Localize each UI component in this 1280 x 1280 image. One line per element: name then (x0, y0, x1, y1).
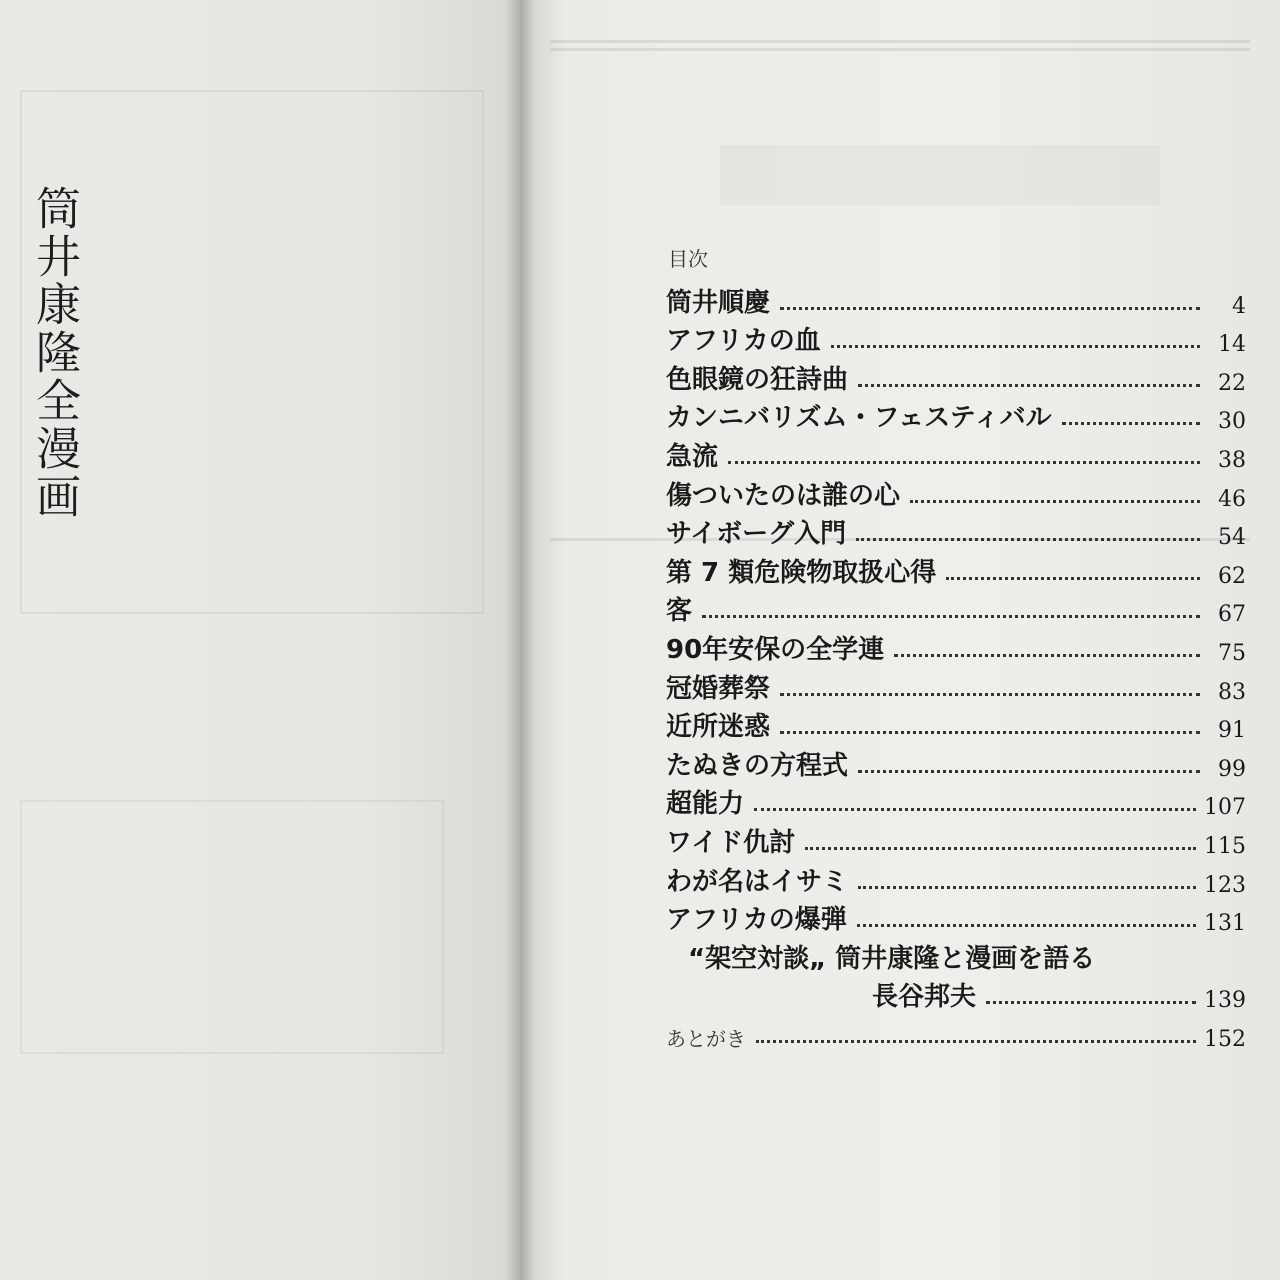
leader-dots (894, 654, 1200, 657)
toc-entry-title: アフリカの爆弾 (666, 905, 847, 936)
leader-dots (780, 731, 1200, 734)
toc-entry-page: 115 (1204, 833, 1246, 859)
toc-entry-title: 客 (666, 596, 693, 627)
toc-dialogue-author (666, 975, 1246, 1014)
show-through-rule-top-2 (550, 48, 1250, 51)
toc-entry-title: アフリカの血 (666, 326, 821, 357)
show-through-title (720, 145, 1160, 205)
leader-dots (946, 577, 1200, 580)
vertical-book-title: 筒井康隆全漫画 (28, 185, 81, 521)
leader-dots (831, 345, 1200, 348)
toc-dialogue-author-text: 長谷邦夫 (872, 982, 977, 1013)
toc-entry (666, 512, 1246, 551)
toc-entry (666, 627, 1246, 666)
toc-dialogue-title (666, 936, 1246, 975)
toc-entry (666, 898, 1246, 937)
toc-entry-page: 46 (1218, 486, 1246, 512)
toc-entry (666, 820, 1246, 859)
toc-entry-title: 筒井順慶 (666, 287, 771, 318)
toc-afterword-page: 152 (1204, 1026, 1246, 1052)
show-through-frame-lower (20, 800, 444, 1054)
toc-entry-title: サイボーグ入門 (666, 519, 847, 550)
toc-entry (666, 357, 1246, 396)
toc-entry-page: 67 (1218, 602, 1246, 628)
leader-dots (754, 808, 1196, 811)
toc-entry-title: 90年安保の全学連 (666, 634, 885, 665)
toc-entry (666, 319, 1246, 358)
toc-entry-page: 54 (1218, 525, 1246, 551)
leader-dots (805, 847, 1196, 850)
toc-entry-title: 傷ついたのは誰の心 (666, 480, 901, 511)
toc-entry-page: 83 (1218, 679, 1246, 705)
toc-entry-page: 62 (1218, 563, 1246, 589)
leader-dots (1062, 422, 1200, 425)
toc-entry (666, 280, 1246, 319)
toc-entry (666, 434, 1246, 473)
toc-entry (666, 666, 1246, 705)
toc-entry (666, 473, 1246, 512)
toc-afterword (666, 1013, 1246, 1052)
toc-entry-page: 123 (1204, 872, 1246, 898)
show-through-rule-top (550, 40, 1250, 43)
toc-entry-page: 14 (1218, 332, 1246, 358)
leader-dots (857, 924, 1196, 927)
toc-entry-page: 22 (1218, 370, 1246, 396)
leader-dots (780, 693, 1200, 696)
table-of-contents (666, 280, 1246, 1052)
left-page (0, 0, 520, 1280)
toc-entry-title: わが名はイサミ (666, 866, 849, 897)
toc-entry-page: 30 (1218, 409, 1246, 435)
toc-entry (666, 589, 1246, 628)
toc-dialogue-page: 139 (1204, 988, 1246, 1014)
toc-entry-page: 91 (1218, 718, 1246, 744)
toc-entry-title: 近所迷惑 (666, 712, 771, 743)
leader-dots (858, 886, 1196, 889)
toc-entry-page: 131 (1204, 911, 1246, 937)
toc-entry-title: 超能力 (666, 789, 745, 820)
toc-entry (666, 550, 1246, 589)
leader-dots (728, 461, 1200, 464)
leader-dots (910, 500, 1200, 503)
toc-entry-title: 色眼鏡の狂詩曲 (666, 364, 849, 395)
toc-entry-page: 38 (1218, 447, 1246, 473)
toc-heading: 目次 (668, 247, 708, 271)
toc-entry (666, 859, 1246, 898)
toc-entry-title: カンニバリズム・フェスティバル (666, 403, 1052, 434)
toc-entry (666, 705, 1246, 744)
toc-entry-title: 急流 (666, 441, 719, 472)
toc-entry-title: 第 7 類危険物取扱心得 (666, 557, 937, 588)
toc-entry (666, 396, 1246, 435)
leader-dots (756, 1040, 1196, 1043)
toc-entry-title: たぬきの方程式 (666, 750, 849, 781)
leader-dots (858, 770, 1200, 773)
leader-dots (858, 384, 1200, 387)
toc-entry-title: 冠婚葬祭 (666, 673, 771, 704)
leader-dots (986, 1001, 1196, 1004)
toc-afterword-title: あとがき (666, 1026, 746, 1051)
toc-entry-page: 99 (1218, 756, 1246, 782)
leader-dots (702, 615, 1200, 618)
toc-dialogue-title-text: “架空対談„ 筒井康隆と漫画を語る (688, 943, 1096, 974)
leader-dots (856, 538, 1200, 541)
toc-entry-page: 4 (1232, 293, 1246, 319)
show-through-frame (20, 90, 484, 614)
leader-dots (780, 307, 1200, 310)
toc-entry-page: 75 (1218, 640, 1246, 666)
toc-entry-title: ワイド仇討 (666, 827, 796, 858)
toc-entry (666, 782, 1246, 821)
toc-entry-page: 107 (1204, 795, 1246, 821)
toc-entry (666, 743, 1246, 782)
book-gutter (505, 0, 535, 1280)
